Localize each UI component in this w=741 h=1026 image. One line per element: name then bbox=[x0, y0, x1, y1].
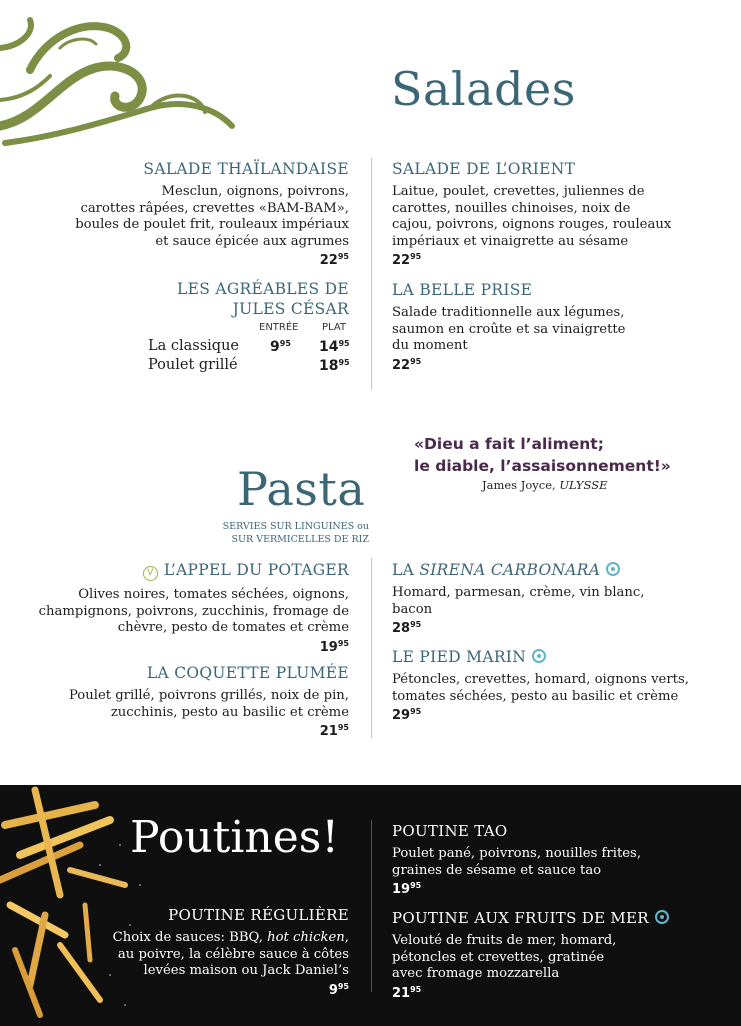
dish-name: SALADE THAÏLANDAISE bbox=[143, 160, 349, 178]
dish-name: LA BELLE PRISE bbox=[392, 281, 533, 299]
cesar-row-label: Poulet grillé bbox=[148, 357, 238, 373]
seafood-icon bbox=[532, 649, 546, 663]
swirl-ornament bbox=[0, 8, 240, 153]
dish-price: $28^{95}$ bbox=[392, 620, 422, 637]
dish-description: Laitue, poulet, crevettes, juliennes de carottes, nouilles chinoises, noix de cajou, poivrons, oignons rouges, rouleaux impériaux et vinaigrette au sésame bbox=[392, 184, 672, 249]
dish-price: $22^{95}$ bbox=[319, 252, 349, 269]
dish-description: Mesclun, oignons, poivrons, carottes râpées, crevettes «BAM-BAM», boules de poulet frit, rouleaux impériaux et sauce épicée aux agrumes bbox=[75, 184, 349, 249]
column-divider bbox=[371, 820, 372, 992]
seafood-icon bbox=[655, 910, 669, 924]
menu-item-sirena-carbonara bbox=[392, 561, 645, 636]
dish-price: $21^{95}$ bbox=[392, 984, 422, 1001]
menu-item-poutine-tao bbox=[392, 822, 641, 897]
vegetarian-icon: V bbox=[143, 566, 158, 581]
dish-name: POUTINE TAO bbox=[392, 822, 508, 840]
cesar-price-entree: $9^{95}$ bbox=[270, 339, 291, 355]
dish-price: $22^{95}$ bbox=[392, 252, 422, 269]
dish-name-line2: JULES CÉSAR bbox=[232, 300, 349, 318]
dish-price: $29^{95}$ bbox=[392, 707, 422, 724]
poutines-title: Poutines! bbox=[130, 812, 340, 863]
dish-description: Pétoncles, crevettes, homard, oignons verts, tomates séchées, pesto au basilic et crème bbox=[392, 672, 689, 704]
dish-name: POUTINE AUX FRUITS DE MER bbox=[392, 909, 669, 927]
dish-name: V L’APPEL DU POTAGER bbox=[39, 561, 349, 581]
dish-name: LA SIRENA CARBONARA bbox=[392, 561, 645, 579]
quote-author: James Joyce, ULYSSE bbox=[482, 478, 608, 492]
dish-price: $22^{95}$ bbox=[392, 356, 422, 373]
dish-description: Homard, parmesan, crème, vin blanc, bacon bbox=[392, 585, 645, 617]
dish-price: $19^{95}$ bbox=[319, 638, 349, 655]
seafood-icon bbox=[606, 562, 620, 576]
menu-item-belle-prise bbox=[392, 281, 625, 373]
menu-item-pied-marin bbox=[392, 648, 689, 723]
pasta-subtitle: SERVIES SUR LINGUINES ou SUR VERMICELLES DE RIZ bbox=[222, 521, 369, 545]
dish-description: Salade traditionnelle aux légumes, saumon en croûte et sa vinaigrette du moment bbox=[392, 305, 626, 354]
menu-item-jules-cesar bbox=[177, 280, 349, 318]
pasta-title: Pasta bbox=[237, 462, 366, 516]
dish-description: Olives noires, tomates séchées, oignons, champignons, poivrons, zucchinis, fromage de chèvre, pesto de tomates et crème bbox=[38, 587, 349, 636]
quote: «Dieu a fait l’aliment; le diable, l’assaisonnement!» bbox=[414, 435, 671, 475]
dish-name-line1: LES AGRÉABLES DE bbox=[177, 280, 349, 298]
dish-description: Choix de sauces: BBQ, hot chicken, au poivre, la célèbre sauce à côtes levées maison ou Jack Daniel’s bbox=[112, 930, 349, 979]
menu-item-salade-orient bbox=[392, 160, 671, 268]
dish-description: Poulet grillé, poivrons grillés, noix de pin, zucchinis, pesto au basilic et crème bbox=[68, 688, 349, 720]
menu-item-poutine-fruits-mer bbox=[392, 909, 669, 1001]
dish-description: Poulet pané, poivrons, nouilles frites, graines de sésame et sauce tao bbox=[392, 846, 642, 878]
dish-description: Velouté de fruits de mer, homard, pétoncles et crevettes, gratinée avec fromage mozzarella bbox=[392, 933, 617, 982]
dish-name: LA COQUETTE PLUMÉE bbox=[146, 664, 349, 682]
dish-name: LE PIED MARIN bbox=[392, 648, 689, 666]
dish-price: $9^{95}$ bbox=[328, 981, 349, 998]
column-divider bbox=[371, 558, 372, 738]
menu-item-poutine-reguliere bbox=[113, 906, 349, 998]
cesar-price-plat: $14^{95}$ bbox=[319, 339, 350, 355]
menu-item-salade-thailandaise bbox=[75, 160, 349, 268]
dish-name: POUTINE RÉGULIÈRE bbox=[168, 906, 349, 924]
cesar-row-label: La classique bbox=[148, 338, 240, 354]
dish-name: SALADE DE L’ORIENT bbox=[392, 160, 576, 178]
dish-price: $19^{95}$ bbox=[392, 881, 422, 898]
menu-item-coquette-plumee bbox=[69, 664, 349, 739]
salades-title: Salades bbox=[391, 62, 576, 116]
cesar-price-plat: $18^{95}$ bbox=[319, 358, 350, 374]
column-header-entree: ENTRÉE bbox=[259, 322, 299, 333]
column-divider bbox=[371, 158, 372, 390]
column-header-plat: PLAT bbox=[322, 322, 347, 333]
menu-item-appel-potager bbox=[39, 561, 349, 655]
dish-price: $21^{95}$ bbox=[319, 723, 349, 740]
